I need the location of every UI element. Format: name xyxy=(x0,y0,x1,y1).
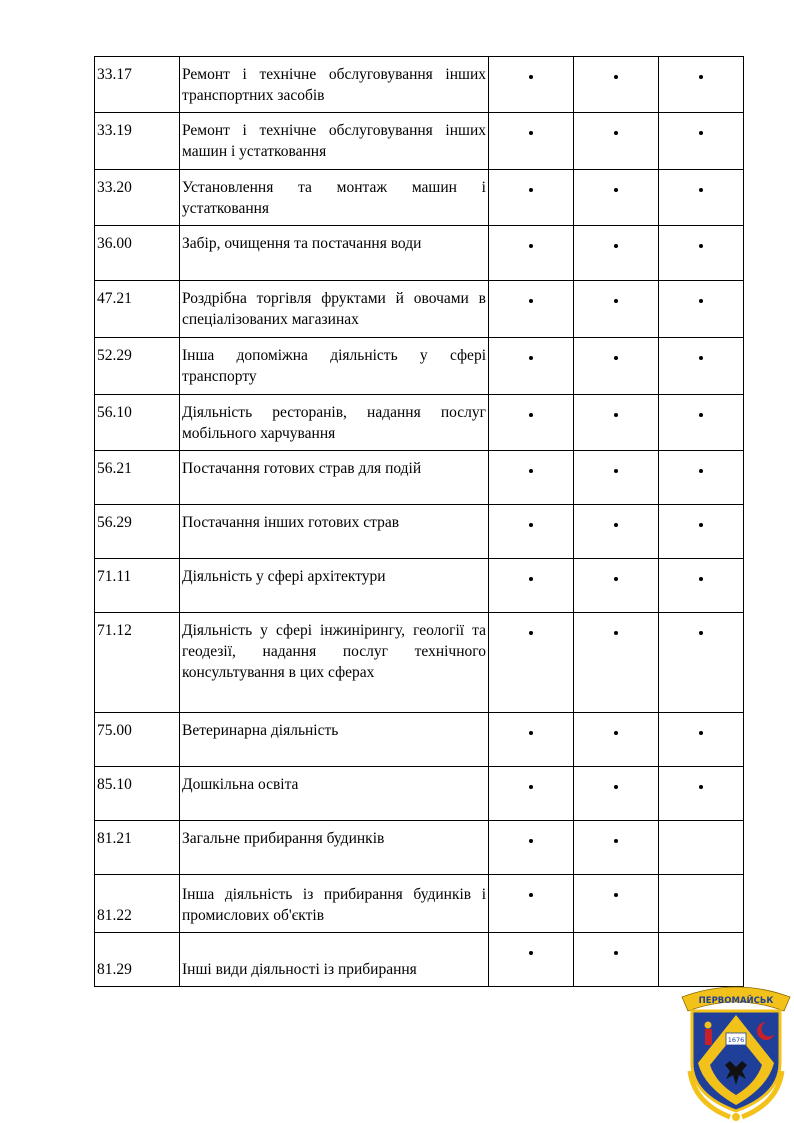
mark-cell-3 xyxy=(659,226,744,281)
mark-cell-3 xyxy=(659,451,744,505)
city-emblem xyxy=(678,975,794,1123)
bullet-mark-icon xyxy=(614,469,618,473)
bullet-mark-icon xyxy=(614,893,618,897)
table-row xyxy=(95,281,744,338)
mark-cell-3 xyxy=(659,875,744,933)
bullet-mark-icon xyxy=(614,413,618,417)
mark-cell-1 xyxy=(489,338,574,395)
activity-description: Діяльність ресторанів, надання послуг мобільного харчування xyxy=(180,395,489,451)
table-row xyxy=(95,767,744,821)
bullet-mark-icon xyxy=(614,75,618,79)
activity-code: 81.29 xyxy=(95,933,180,987)
bullet-mark-icon xyxy=(529,893,533,897)
mark-cell-3 xyxy=(659,170,744,226)
bullet-mark-icon xyxy=(529,75,533,79)
mark-cell-3 xyxy=(659,613,744,713)
bullet-mark-icon xyxy=(529,188,533,192)
mark-cell-1 xyxy=(489,505,574,559)
mark-cell-3 xyxy=(659,338,744,395)
bullet-mark-icon xyxy=(529,951,533,955)
bullet-mark-icon xyxy=(699,631,703,635)
bullet-mark-icon xyxy=(699,523,703,527)
mark-cell-2 xyxy=(574,875,659,933)
bullet-mark-icon xyxy=(699,577,703,581)
mark-cell-2 xyxy=(574,395,659,451)
activity-code: 56.10 xyxy=(95,395,180,451)
table-row xyxy=(95,875,744,933)
mark-cell-2 xyxy=(574,821,659,875)
table-row xyxy=(95,226,744,281)
bullet-mark-icon xyxy=(529,731,533,735)
bullet-mark-icon xyxy=(614,188,618,192)
table-row xyxy=(95,338,744,395)
bullet-mark-icon xyxy=(529,577,533,581)
mark-cell-1 xyxy=(489,821,574,875)
mark-cell-3 xyxy=(659,113,744,170)
bullet-mark-icon xyxy=(614,951,618,955)
bullet-mark-icon xyxy=(529,299,533,303)
bullet-mark-icon xyxy=(699,188,703,192)
mark-cell-1 xyxy=(489,933,574,987)
bullet-mark-icon xyxy=(529,244,533,248)
bullet-mark-icon xyxy=(529,839,533,843)
activity-description: Інша діяльність із прибирання будинків і промислових об'єктів xyxy=(180,875,489,933)
bullet-mark-icon xyxy=(529,631,533,635)
activity-description: Забір, очищення та постачання води xyxy=(180,226,489,281)
activity-code: 81.21 xyxy=(95,821,180,875)
activity-code: 52.29 xyxy=(95,338,180,395)
table-row xyxy=(95,170,744,226)
bullet-mark-icon xyxy=(529,785,533,789)
bullet-mark-icon xyxy=(529,413,533,417)
activity-code: 75.00 xyxy=(95,713,180,767)
mark-cell-1 xyxy=(489,559,574,613)
table-row xyxy=(95,613,744,713)
mark-cell-2 xyxy=(574,338,659,395)
table-row xyxy=(95,933,744,987)
activity-description: Ремонт і технічне обслуговування інших транспортних засобів xyxy=(180,57,489,113)
mark-cell-1 xyxy=(489,875,574,933)
mark-cell-3 xyxy=(659,559,744,613)
bullet-mark-icon xyxy=(614,523,618,527)
activity-table xyxy=(94,56,744,987)
table-row xyxy=(95,113,744,170)
mark-cell-1 xyxy=(489,113,574,170)
activity-description: Постачання інших готових страв xyxy=(180,505,489,559)
bullet-mark-icon xyxy=(699,244,703,248)
activity-description: Діяльність у сфері архітектури xyxy=(180,559,489,613)
bullet-mark-icon xyxy=(699,356,703,360)
bullet-mark-icon xyxy=(699,413,703,417)
mark-cell-2 xyxy=(574,767,659,821)
activity-code: 47.21 xyxy=(95,281,180,338)
activity-description: Інша допоміжна діяльність у сфері транспорту xyxy=(180,338,489,395)
activity-description: Постачання готових страв для подій xyxy=(180,451,489,505)
bullet-mark-icon xyxy=(699,131,703,135)
activity-code: 56.29 xyxy=(95,505,180,559)
activity-description: Ветеринарна діяльність xyxy=(180,713,489,767)
mark-cell-1 xyxy=(489,451,574,505)
mark-cell-2 xyxy=(574,451,659,505)
bullet-mark-icon xyxy=(614,577,618,581)
mark-cell-1 xyxy=(489,57,574,113)
mark-cell-3 xyxy=(659,713,744,767)
bullet-mark-icon xyxy=(614,785,618,789)
bullet-mark-icon xyxy=(614,839,618,843)
mark-cell-1 xyxy=(489,713,574,767)
bullet-mark-icon xyxy=(529,131,533,135)
mark-cell-2 xyxy=(574,281,659,338)
mark-cell-3 xyxy=(659,767,744,821)
mark-cell-1 xyxy=(489,395,574,451)
bullet-mark-icon xyxy=(614,299,618,303)
mark-cell-3 xyxy=(659,395,744,451)
mark-cell-2 xyxy=(574,170,659,226)
mark-cell-3 xyxy=(659,505,744,559)
mark-cell-3 xyxy=(659,821,744,875)
activity-code: 33.20 xyxy=(95,170,180,226)
mark-cell-1 xyxy=(489,281,574,338)
activity-description: Установлення та монтаж машин і устатковання xyxy=(180,170,489,226)
activity-code: 71.11 xyxy=(95,559,180,613)
activity-code: 33.17 xyxy=(95,57,180,113)
table-row xyxy=(95,395,744,451)
table-row xyxy=(95,451,744,505)
bullet-mark-icon xyxy=(614,631,618,635)
mark-cell-2 xyxy=(574,505,659,559)
bullet-mark-icon xyxy=(699,75,703,79)
bullet-mark-icon xyxy=(614,131,618,135)
bullet-mark-icon xyxy=(529,469,533,473)
mark-cell-2 xyxy=(574,113,659,170)
mark-cell-2 xyxy=(574,226,659,281)
table-row xyxy=(95,821,744,875)
activity-code: 56.21 xyxy=(95,451,180,505)
activity-description: Інші види діяльності із прибирання xyxy=(180,933,489,987)
mark-cell-1 xyxy=(489,226,574,281)
bullet-mark-icon xyxy=(614,731,618,735)
activity-description: Ремонт і технічне обслуговування інших машин і устатковання xyxy=(180,113,489,170)
mark-cell-3 xyxy=(659,281,744,338)
mark-cell-1 xyxy=(489,613,574,713)
mark-cell-2 xyxy=(574,57,659,113)
mark-cell-2 xyxy=(574,559,659,613)
bullet-mark-icon xyxy=(614,356,618,360)
bullet-mark-icon xyxy=(529,523,533,527)
table-row xyxy=(95,57,744,113)
bullet-mark-icon xyxy=(699,785,703,789)
activity-code: 36.00 xyxy=(95,226,180,281)
bullet-mark-icon xyxy=(529,356,533,360)
mark-cell-1 xyxy=(489,170,574,226)
activity-description: Дошкільна освіта xyxy=(180,767,489,821)
activity-code: 71.12 xyxy=(95,613,180,713)
mark-cell-2 xyxy=(574,933,659,987)
bullet-mark-icon xyxy=(614,244,618,248)
activity-code: 81.22 xyxy=(95,875,180,933)
activity-description: Загальне прибирання будинків xyxy=(180,821,489,875)
table-row xyxy=(95,505,744,559)
table-body xyxy=(95,57,744,987)
mark-cell-2 xyxy=(574,713,659,767)
emblem-year: 1676 xyxy=(727,1036,745,1044)
mark-cell-2 xyxy=(574,613,659,713)
table-row xyxy=(95,559,744,613)
activity-code: 33.19 xyxy=(95,113,180,170)
bullet-mark-icon xyxy=(699,731,703,735)
activity-description: Роздрібна торгівля фруктами й овочами в спеціалізованих магазинах xyxy=(180,281,489,338)
table-row xyxy=(95,713,744,767)
emblem-banner-text: ПЕРВОМАЙСЬК xyxy=(698,996,774,1006)
mark-cell-1 xyxy=(489,767,574,821)
bullet-mark-icon xyxy=(699,469,703,473)
mark-cell-3 xyxy=(659,57,744,113)
bullet-mark-icon xyxy=(699,299,703,303)
activity-code: 85.10 xyxy=(95,767,180,821)
activity-description: Діяльність у сфері інжинірингу, геології та геодезії, надання послуг технічного консультування в цих сферах xyxy=(180,613,489,713)
